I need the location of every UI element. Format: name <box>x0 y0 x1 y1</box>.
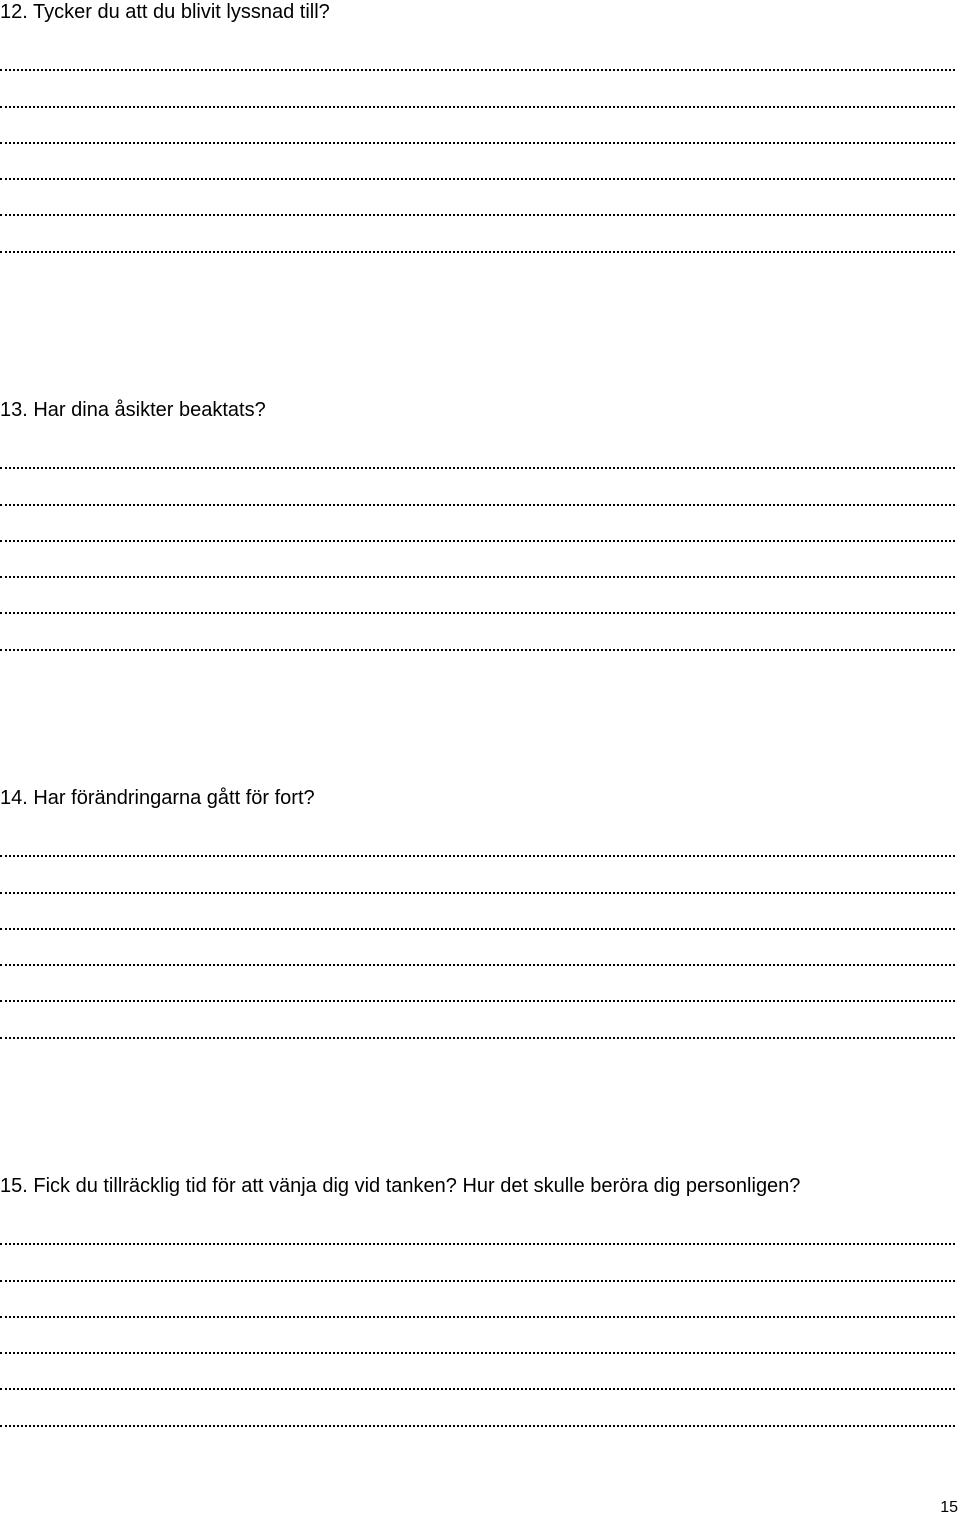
question-14: 14. Har förändringarna gått för fort? <box>0 787 315 809</box>
answer-line[interactable] <box>0 555 960 591</box>
answer-line[interactable] <box>0 1295 960 1331</box>
answer-line[interactable] <box>0 157 960 193</box>
answer-line[interactable] <box>0 1015 960 1051</box>
answer-line[interactable] <box>0 1403 960 1439</box>
question-12: 12. Tycker du att du blivit lyssnad till? <box>0 1 330 23</box>
answer-lines-15 <box>0 1222 960 1440</box>
answer-line[interactable] <box>0 446 960 482</box>
page-number: 15 <box>940 1499 958 1516</box>
question-13: 13. Har dina åsikter beaktats? <box>0 399 266 421</box>
answer-line[interactable] <box>0 907 960 943</box>
answer-line[interactable] <box>0 482 960 518</box>
answer-line[interactable] <box>0 121 960 157</box>
answer-line[interactable] <box>0 1258 960 1294</box>
answer-line[interactable] <box>0 1331 960 1367</box>
answer-line[interactable] <box>0 870 960 906</box>
answer-lines-12 <box>0 48 960 266</box>
answer-line[interactable] <box>0 1367 960 1403</box>
answer-line[interactable] <box>0 193 960 229</box>
answer-line[interactable] <box>0 943 960 979</box>
question-15: 15. Fick du tillräcklig tid för att vänja dig vid tanken? Hur det skulle beröra dig personligen? <box>0 1175 801 1197</box>
answer-lines-14 <box>0 834 960 1052</box>
answer-line[interactable] <box>0 1222 960 1258</box>
answer-lines-13 <box>0 446 960 664</box>
answer-line[interactable] <box>0 229 960 265</box>
answer-line[interactable] <box>0 979 960 1015</box>
answer-line[interactable] <box>0 84 960 120</box>
answer-line[interactable] <box>0 834 960 870</box>
answer-line[interactable] <box>0 627 960 663</box>
answer-line[interactable] <box>0 519 960 555</box>
answer-line[interactable] <box>0 591 960 627</box>
answer-line[interactable] <box>0 48 960 84</box>
